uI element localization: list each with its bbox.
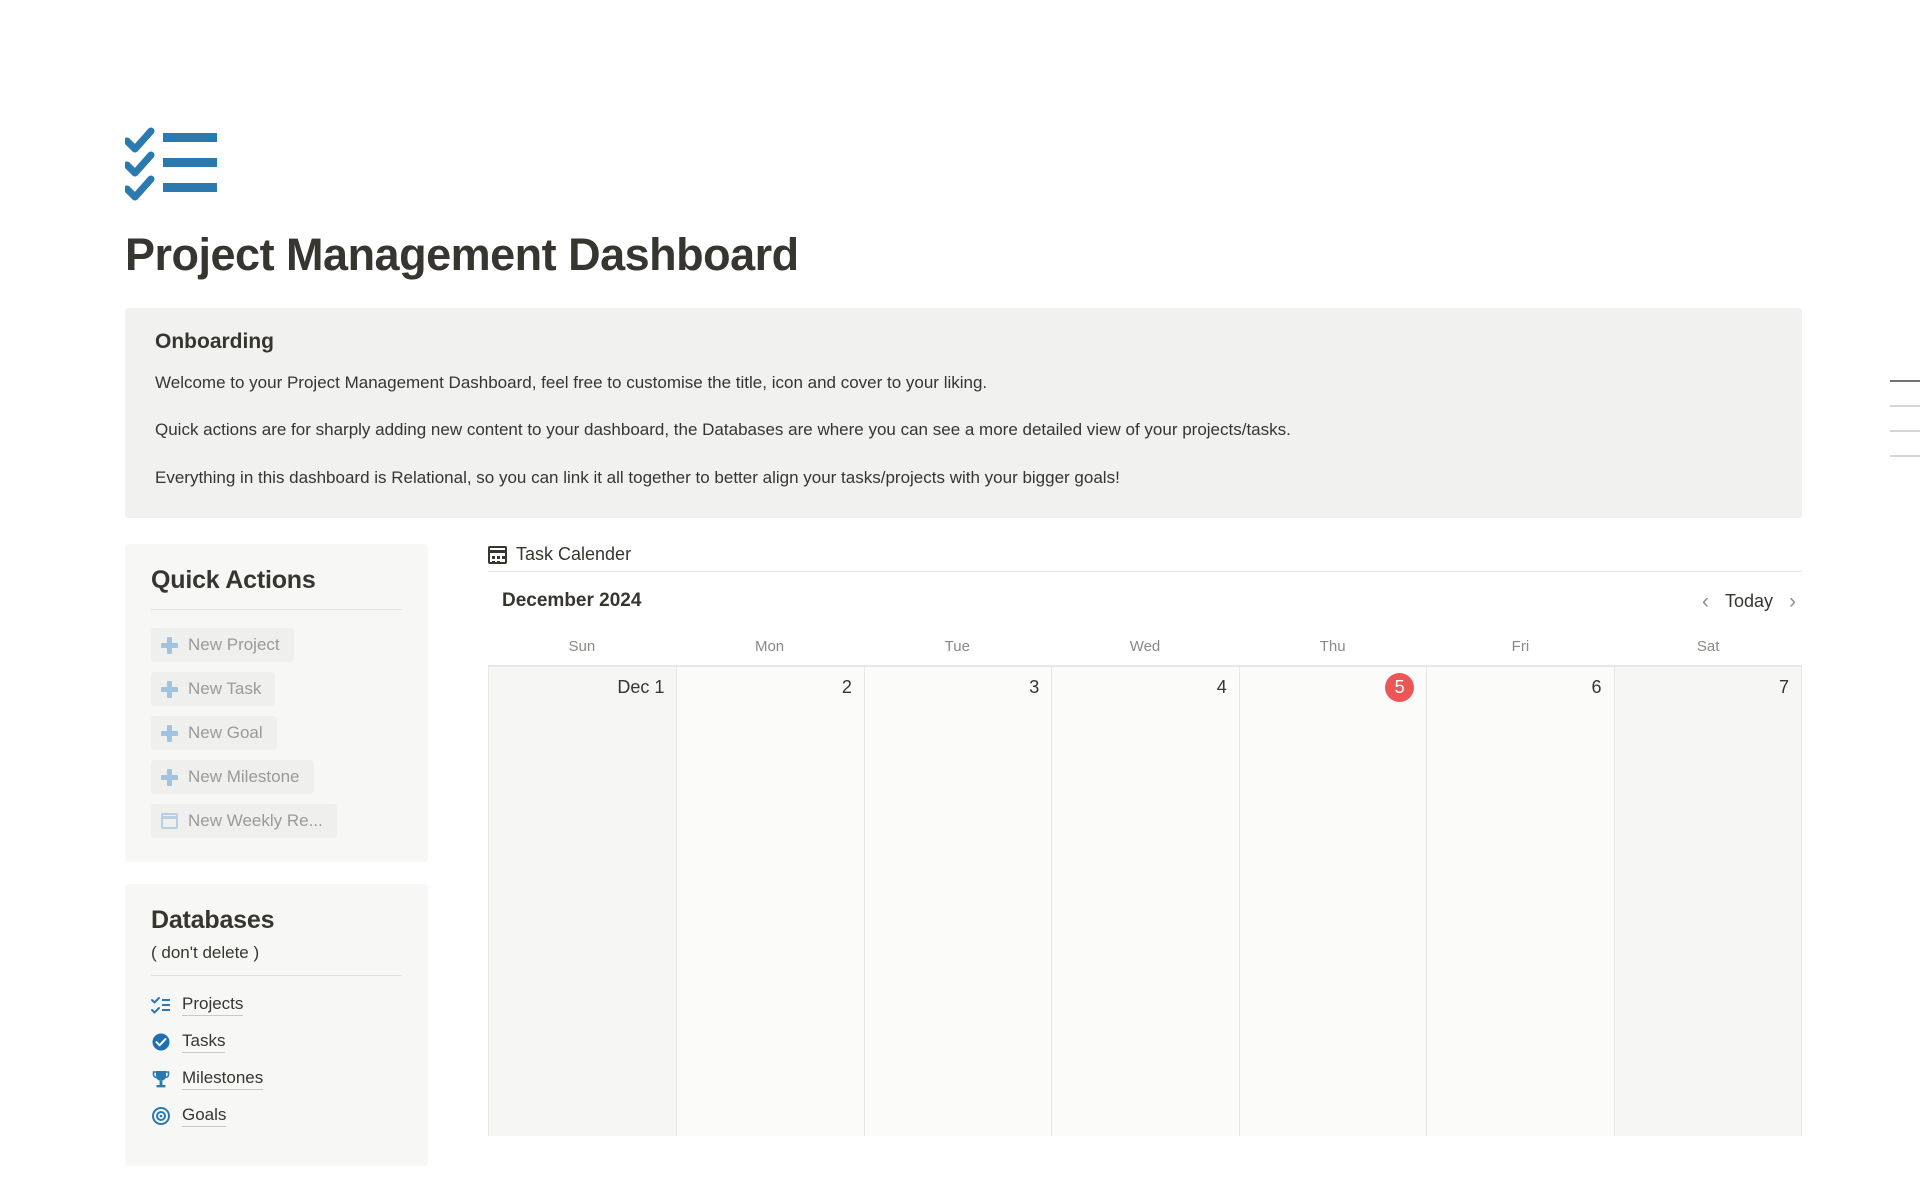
- day-name-fri: Fri: [1511, 638, 1530, 655]
- calendar-cell[interactable]: [676, 666, 863, 1136]
- new-task-label: New Task: [188, 679, 262, 698]
- day-number: 6: [1591, 677, 1602, 697]
- main-columns: [125, 544, 1920, 1166]
- day-name-sat: Sat: [1696, 638, 1720, 655]
- database-item-goals[interactable]: [151, 1105, 402, 1127]
- database-item-tasks[interactable]: [151, 1031, 402, 1053]
- calendar-cell[interactable]: [864, 666, 1051, 1136]
- dashboard-page: [0, 125, 1920, 1199]
- check-circle-icon: [151, 1032, 171, 1052]
- calendar-cell[interactable]: [1614, 666, 1801, 1136]
- calendar-plus-icon: [161, 813, 178, 829]
- trophy-icon: [151, 1069, 171, 1089]
- page-title: Project Management Dashboard: [125, 229, 799, 280]
- calendar-toolbar: [488, 590, 1802, 612]
- calendar-week-row: [489, 666, 1801, 1136]
- calendar-cell-today[interactable]: [1239, 666, 1426, 1136]
- calendar-month-label: December 2024: [502, 590, 642, 611]
- database-label-projects: Projects: [182, 994, 243, 1016]
- databases-subtitle: ( don't delete ): [151, 943, 260, 962]
- calendar-cell[interactable]: [1051, 666, 1238, 1136]
- day-name-sun: Sun: [568, 638, 596, 655]
- new-task-button[interactable]: [151, 672, 275, 706]
- day-name-tue: Tue: [944, 638, 970, 655]
- new-goal-button[interactable]: [151, 716, 277, 750]
- right-column: [488, 544, 1920, 1166]
- day-number: 3: [1029, 677, 1040, 697]
- database-item-milestones[interactable]: [151, 1068, 402, 1090]
- quick-actions-divider: [151, 609, 402, 610]
- database-label-goals: Goals: [182, 1105, 226, 1127]
- databases-card: [125, 884, 428, 1166]
- new-milestone-label: New Milestone: [188, 767, 300, 786]
- day-name-wed: Wed: [1129, 638, 1161, 655]
- page-content: [0, 125, 1920, 1166]
- checklist-icon: [151, 995, 171, 1015]
- day-number-today: 5: [1385, 673, 1414, 702]
- calendar-cell[interactable]: [489, 666, 676, 1136]
- new-project-button[interactable]: [151, 628, 294, 662]
- day-number: 4: [1216, 677, 1227, 697]
- left-column: [125, 544, 428, 1166]
- plus-icon: [161, 725, 178, 742]
- onboarding-paragraph-1: Welcome to your Project Management Dashboard, feel free to customise the title, icon and cover to your liking.: [155, 372, 988, 392]
- onboarding-paragraph-2: Quick actions are for sharply adding new content to your dashboard, the Databases are where you can see a more detailed view of your projects/tasks.: [155, 420, 1291, 439]
- day-name-thu: Thu: [1319, 638, 1346, 655]
- edge-mark: [1890, 455, 1920, 457]
- edge-mark: [1890, 430, 1920, 432]
- new-project-label: New Project: [188, 635, 280, 654]
- databases-title: Databases: [151, 906, 275, 934]
- day-name-mon: Mon: [754, 638, 785, 655]
- plus-icon: [161, 769, 178, 786]
- database-item-projects[interactable]: [151, 994, 402, 1016]
- edge-mark: [1890, 380, 1920, 382]
- calendar-icon: [488, 546, 507, 564]
- edge-mark: [1890, 405, 1920, 407]
- new-milestone-button[interactable]: [151, 760, 314, 794]
- database-label-tasks: Tasks: [182, 1031, 225, 1053]
- new-weekly-review-label: New Weekly Re...: [188, 811, 323, 830]
- database-label-milestones: Milestones: [182, 1068, 263, 1090]
- calendar-day-names-row: [488, 632, 1802, 665]
- onboarding-paragraph-3: Everything in this dashboard is Relational, so you can link it all together to better align your tasks/projects with your bigger goals!: [155, 467, 1120, 487]
- checklist-icon[interactable]: [125, 125, 220, 203]
- databases-divider: [151, 975, 402, 976]
- day-number: Dec 1: [617, 677, 665, 697]
- calendar-today-button[interactable]: Today: [1724, 590, 1773, 611]
- day-number: 2: [841, 677, 852, 697]
- plus-icon: [161, 681, 178, 698]
- task-calendar-header[interactable]: [488, 544, 1802, 565]
- calendar-next-button[interactable]: ›: [1789, 589, 1796, 613]
- calendar-nav: [1702, 591, 1796, 612]
- plus-icon: [161, 637, 178, 654]
- calendar-grid: [488, 665, 1802, 1136]
- new-goal-label: New Goal: [188, 723, 263, 742]
- quick-actions-card: [125, 544, 428, 862]
- calendar-prev-button[interactable]: ‹: [1701, 589, 1709, 613]
- task-calendar-label: Task Calender: [516, 544, 632, 564]
- onboarding-title: Onboarding: [155, 329, 274, 353]
- target-icon: [151, 1106, 171, 1126]
- new-weekly-review-button[interactable]: [151, 804, 337, 838]
- calendar-cell[interactable]: [1426, 666, 1613, 1136]
- quick-actions-title: Quick Actions: [151, 566, 316, 594]
- day-number: 7: [1778, 677, 1789, 697]
- onboarding-callout: [125, 308, 1802, 519]
- calendar-container: [488, 571, 1802, 1136]
- page-edge-markers: [1890, 380, 1920, 480]
